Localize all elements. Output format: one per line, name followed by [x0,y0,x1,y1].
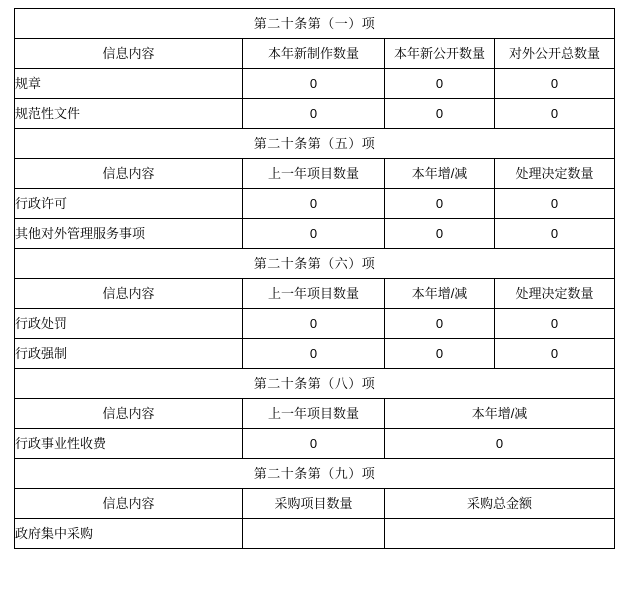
table-row [15,519,615,549]
cell-value: 0 [243,219,385,249]
table-row [15,69,615,99]
cell-value: 0 [495,99,615,129]
column-header-info-content: 信息内容 [15,279,243,309]
column-header-info-content: 信息内容 [15,159,243,189]
row-label: 行政许可 [15,189,243,219]
row-label: 行政事业性收费 [15,429,243,459]
column-header-decision-count: 处理决定数量 [495,279,615,309]
table-row [15,339,615,369]
row-label: 政府集中采购 [15,519,243,549]
cell-value: 0 [495,339,615,369]
column-header-decision-count: 处理决定数量 [495,159,615,189]
column-header-new-published: 本年新公开数量 [385,39,495,69]
section-title: 第二十条第（一）项 [15,9,615,39]
table-header-row [15,489,615,519]
cell-value: 0 [385,309,495,339]
cell-value: 0 [385,219,495,249]
cell-value: 0 [243,189,385,219]
table-header-row [15,399,615,429]
cell-value: 0 [385,99,495,129]
cell-value: 0 [495,309,615,339]
row-label: 行政强制 [15,339,243,369]
section-title-row [15,129,615,159]
column-header-prev-year-count: 上一年项目数量 [243,399,385,429]
row-label: 规章 [15,69,243,99]
cell-value: 0 [495,69,615,99]
column-header-info-content: 信息内容 [15,39,243,69]
cell-value: 0 [243,69,385,99]
cell-value: 0 [243,309,385,339]
section-title-row [15,249,615,279]
table-row [15,429,615,459]
cell-value: 0 [495,219,615,249]
section-title-row [15,9,615,39]
cell-value: 0 [385,189,495,219]
section-title: 第二十条第（九）项 [15,459,615,489]
table-row [15,99,615,129]
cell-value: 0 [385,69,495,99]
cell-value: 0 [243,339,385,369]
column-header-prev-year-count: 上一年项目数量 [243,279,385,309]
annual-report-table [14,8,615,549]
section-title: 第二十条第（八）项 [15,369,615,399]
cell-value [243,519,385,549]
cell-value: 0 [243,429,385,459]
column-header-new-created: 本年新制作数量 [243,39,385,69]
table-header-row [15,159,615,189]
cell-value: 0 [385,429,615,459]
row-label: 规范性文件 [15,99,243,129]
document-page [0,8,628,603]
column-header-info-content: 信息内容 [15,399,243,429]
table-header-row [15,39,615,69]
column-header-total-published: 对外公开总数量 [495,39,615,69]
column-header-year-change: 本年增/减 [385,399,615,429]
row-label: 其他对外管理服务事项 [15,219,243,249]
section-title: 第二十条第（五）项 [15,129,615,159]
cell-value [385,519,615,549]
column-header-prev-year-count: 上一年项目数量 [243,159,385,189]
table-row [15,309,615,339]
column-header-info-content: 信息内容 [15,489,243,519]
section-title-row [15,459,615,489]
cell-value: 0 [495,189,615,219]
section-title: 第二十条第（六）项 [15,249,615,279]
section-title-row [15,369,615,399]
cell-value: 0 [243,99,385,129]
table-row [15,189,615,219]
table-row [15,219,615,249]
column-header-procurement-amount: 采购总金额 [385,489,615,519]
column-header-procurement-count: 采购项目数量 [243,489,385,519]
column-header-year-change: 本年增/减 [385,279,495,309]
table-header-row [15,279,615,309]
row-label: 行政处罚 [15,309,243,339]
cell-value: 0 [385,339,495,369]
column-header-year-change: 本年增/减 [385,159,495,189]
